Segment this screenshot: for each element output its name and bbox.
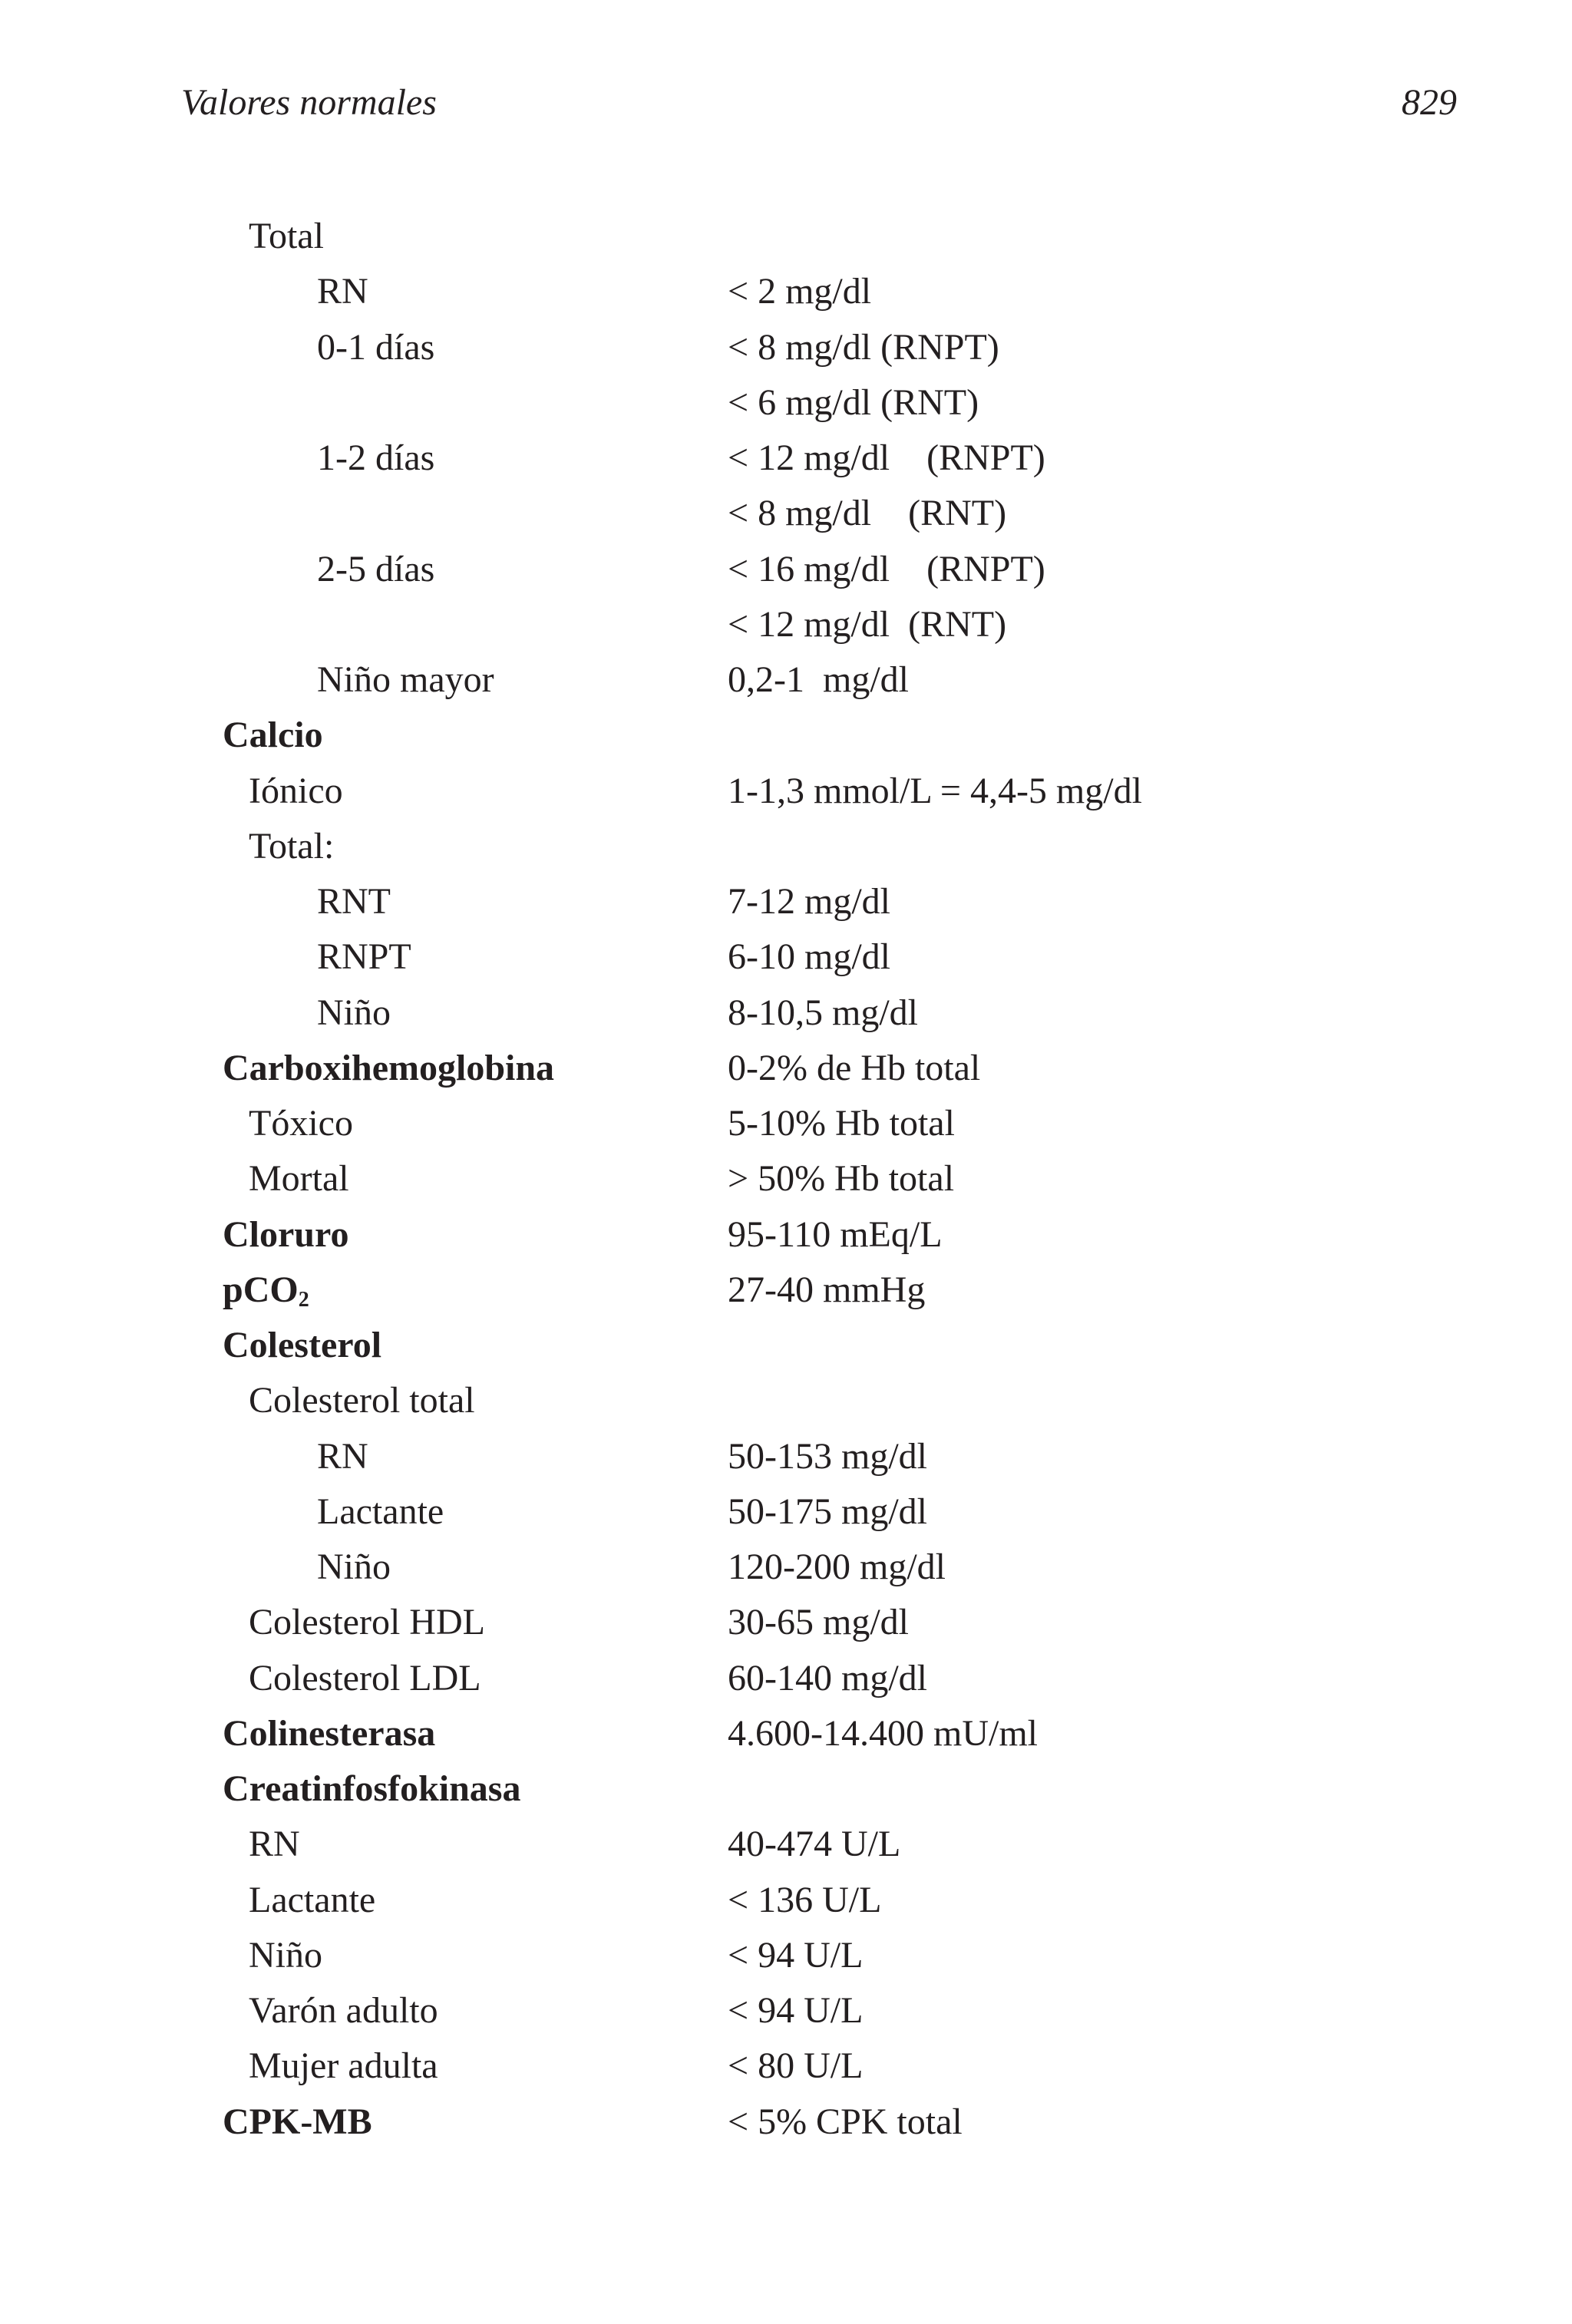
table-row: [0, 1928, 1572, 1983]
row-value: 30-65 mg/dl: [728, 1602, 909, 1643]
table-row: [0, 764, 1572, 819]
section-row: [0, 1041, 1572, 1096]
row-label: Niño mayor: [317, 659, 494, 700]
row-label: RN: [249, 1824, 300, 1865]
table-row: [0, 819, 1572, 874]
table-row: [0, 874, 1572, 929]
row-label: 1-2 días: [317, 437, 435, 478]
row-value: < 94 U/L: [728, 1990, 864, 2031]
table-row: [0, 2038, 1572, 2094]
table-row: [0, 929, 1572, 985]
row-value: < 16 mg/dl (RNPT): [728, 548, 1045, 589]
row-label: Niño: [249, 1934, 322, 1976]
row-label: Tóxico: [249, 1103, 353, 1144]
section-heading: Colinesterasa: [223, 1712, 436, 1754]
row-label: Mujer adulta: [249, 2045, 438, 2087]
row-value: < 136 U/L: [728, 1879, 882, 1920]
section-row: [0, 1761, 1572, 1817]
table-row: [0, 1096, 1572, 1151]
row-label: Niño: [317, 1547, 391, 1587]
row-label: RNT: [317, 881, 391, 922]
row-value: < 5% CPK total: [728, 2101, 963, 2142]
row-label: Varón adulto: [249, 1990, 438, 2031]
section-heading: Cloruro: [223, 1213, 349, 1255]
row-value: 1-1,3 mmol/L = 4,4-5 mg/dl: [728, 770, 1142, 811]
page-number: 829: [1402, 82, 1457, 123]
section-row: [0, 708, 1572, 763]
row-value: < 8 mg/dl (RNPT): [728, 326, 999, 368]
row-value: < 6 mg/dl (RNT): [728, 381, 979, 423]
section-heading-pco2: [223, 1263, 309, 1318]
row-value: 50-153 mg/dl: [728, 1435, 927, 1477]
row-value: 0,2-1 mg/dl: [728, 659, 909, 700]
pco2-label: pCO: [223, 1269, 299, 1310]
row-value: > 50% Hb total: [728, 1158, 955, 1200]
row-value: < 80 U/L: [728, 2045, 864, 2087]
table-row: [0, 1817, 1572, 1872]
section-row: [0, 1263, 1572, 1318]
row-value: < 12 mg/dl (RNPT): [728, 437, 1045, 478]
table-row: [0, 542, 1572, 597]
row-label: Colesterol LDL: [249, 1657, 481, 1698]
table-row: [0, 1983, 1572, 2038]
row-value: < 94 U/L: [728, 1934, 864, 1976]
row-value: 27-40 mmHg: [728, 1269, 926, 1310]
row-value: < 12 mg/dl (RNT): [728, 603, 1007, 645]
row-value: 6-10 mg/dl: [728, 936, 890, 978]
row-label: Niño: [317, 992, 391, 1033]
running-header-title: Valores normales: [181, 82, 437, 123]
table-row: [0, 1429, 1572, 1484]
section-heading: CPK-MB: [223, 2101, 372, 2142]
section-row: [0, 1318, 1572, 1373]
table-row: [0, 1373, 1572, 1428]
row-value: 40-474 U/L: [728, 1824, 901, 1865]
section-heading: Carboxihemoglobina: [223, 1047, 555, 1088]
row-label: Lactante: [317, 1490, 444, 1532]
table-row: [0, 209, 1572, 264]
table-row: [0, 652, 1572, 708]
row-value: 60-140 mg/dl: [728, 1657, 927, 1698]
row-label: Iónico: [249, 770, 343, 811]
table-row: [0, 1873, 1572, 1928]
row-value: 8-10,5 mg/dl: [728, 992, 918, 1033]
row-value: 120-200 mg/dl: [728, 1547, 946, 1587]
section-heading: Colesterol: [223, 1325, 382, 1365]
table-row: [0, 1595, 1572, 1650]
row-value: 5-10% Hb total: [728, 1103, 955, 1144]
row-label: Total: [249, 216, 324, 256]
row-value: 7-12 mg/dl: [728, 881, 890, 922]
row-value: < 8 mg/dl (RNT): [728, 493, 1007, 534]
table-row: [0, 1151, 1572, 1207]
normal-values-table: [0, 209, 1572, 2150]
table-row: [0, 486, 1572, 541]
section-row: [0, 1706, 1572, 1761]
table-row: [0, 597, 1572, 652]
section-row: [0, 1207, 1572, 1263]
table-row: [0, 1651, 1572, 1706]
table-row: [0, 375, 1572, 431]
running-header: [181, 80, 1457, 126]
row-label: RN: [317, 271, 368, 312]
table-row: [0, 985, 1572, 1041]
table-row: [0, 1540, 1572, 1595]
table-row: [0, 320, 1572, 375]
row-label: RN: [317, 1435, 368, 1477]
row-value: 50-175 mg/dl: [728, 1490, 927, 1532]
row-value: < 2 mg/dl: [728, 271, 872, 312]
row-label: 2-5 días: [317, 548, 435, 589]
table-row: [0, 1484, 1572, 1540]
row-label: Total:: [249, 825, 335, 867]
row-label: Mortal: [249, 1158, 349, 1200]
row-label: 0-1 días: [317, 326, 435, 368]
table-row: [0, 431, 1572, 486]
section-heading: Creatinfosfokinasa: [223, 1768, 521, 1809]
section-heading: Calcio: [223, 715, 323, 756]
section-row: [0, 2095, 1572, 2150]
table-row: [0, 264, 1572, 319]
row-value: 0-2% de Hb total: [728, 1047, 981, 1088]
row-label: Lactante: [249, 1879, 376, 1920]
row-label: Colesterol total: [249, 1380, 475, 1421]
row-value: 4.600-14.400 mU/ml: [728, 1712, 1038, 1754]
row-value: 95-110 mEq/L: [728, 1213, 943, 1255]
pco2-subscript: 2: [298, 1287, 309, 1312]
row-label: Colesterol HDL: [249, 1602, 485, 1643]
row-label: RNPT: [317, 936, 411, 978]
